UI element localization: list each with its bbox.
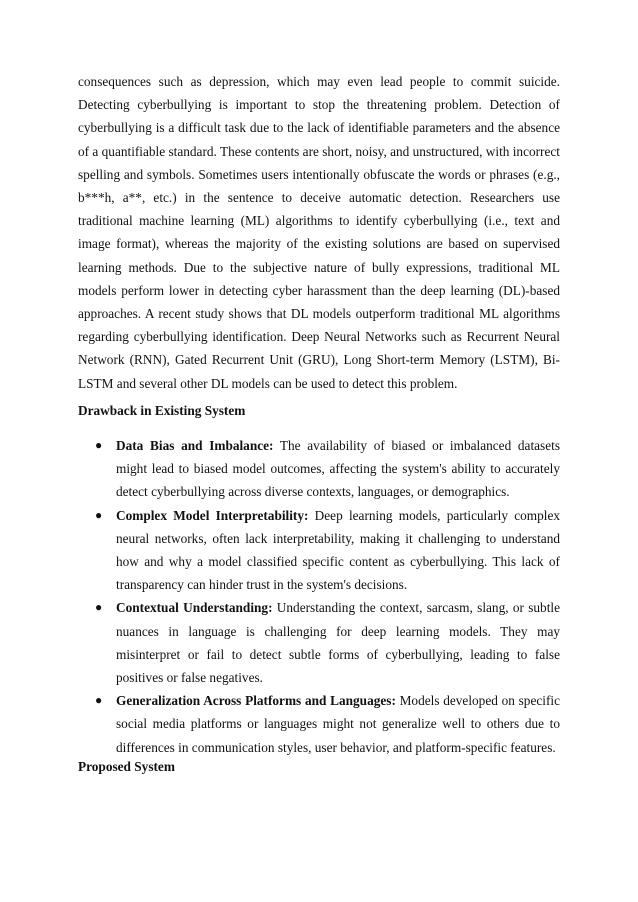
bullet-icon: ●: [95, 600, 103, 615]
list-item-title: Complex Model Interpretability:: [116, 507, 309, 523]
list-item-title: Contextual Understanding:: [116, 600, 273, 616]
list-item-generalization: [78, 689, 560, 759]
bullet-icon: ●: [95, 693, 103, 708]
list-item-text: Understanding the context, sarcasm, slang, or subtle nuances in language is challenging for deep learning models. They may misinterpret or fail to detect subtle forms of cyberbullying, leading to false positives or false negatives.: [116, 600, 560, 686]
list-item-data-bias: [78, 434, 560, 504]
bullet-icon: ●: [95, 507, 103, 522]
list-item-interpretability: [78, 504, 560, 597]
drawbacks-heading: Drawback in Existing System: [78, 403, 246, 418]
drawbacks-list: [78, 434, 560, 759]
intro-paragraph: consequences such as depression, which may even lead people to commit suicide. Detecting cyberbullying is important to stop the threatening problem. Detection of cyberbullying is a difficult task due to the lack of identifiable parameters and the absence of a quantifiable standard. These contents are short, noisy, and unstructured, with incorrect spelling and symbols. Sometimes users intentionally obfuscate the words or phrases (e.g., b***h, a**, etc.) in the sentence to deceive automatic detection. Researchers use traditional machine learning (ML) algorithms to identify cyberbullying (i.e., text and image format), whereas the majority of the existing solutions are based on supervised learning methods. Due to the subjective nature of bully expressions, traditional ML models perform lower in detecting cyber harassment than the deep learning (DL)-based approaches. A recent study shows that DL models outperform traditional ML algorithms regarding cyberbullying identification. Deep Neural Networks such as Recurrent Neural Network (RNN), Gated Recurrent Unit (GRU), Long Short-term Memory (LSTM), Bi-LSTM and several other DL models can be used to detect this problem.: [78, 74, 560, 391]
list-item-title: Data Bias and Imbalance:: [116, 438, 274, 453]
list-item-text: The availability of biased or imbalanced datasets might lead to biased model outcomes, affecting the system's ability to accurately detect cyberbullying across diverse contexts, languages, or demographics.: [116, 438, 560, 500]
list-item-contextual: [78, 596, 560, 689]
list-item-title: Generalization Across Platforms and Languages:: [116, 693, 396, 709]
list-item-text: Models developed on specific social media platforms or languages might not generalize well to others due to differences in communication styles, user behavior, and platform-specific features.: [116, 693, 560, 755]
list-item-text: Deep learning models, particularly complex neural networks, often lack interpretability, making it challenging to understand how and why a model classified specific content as cyberbullying. This lack of transparency can hinder trust in the system's decisions.: [116, 507, 561, 593]
bullet-icon: ●: [95, 438, 103, 452]
proposed-heading: Proposed System: [78, 759, 175, 774]
